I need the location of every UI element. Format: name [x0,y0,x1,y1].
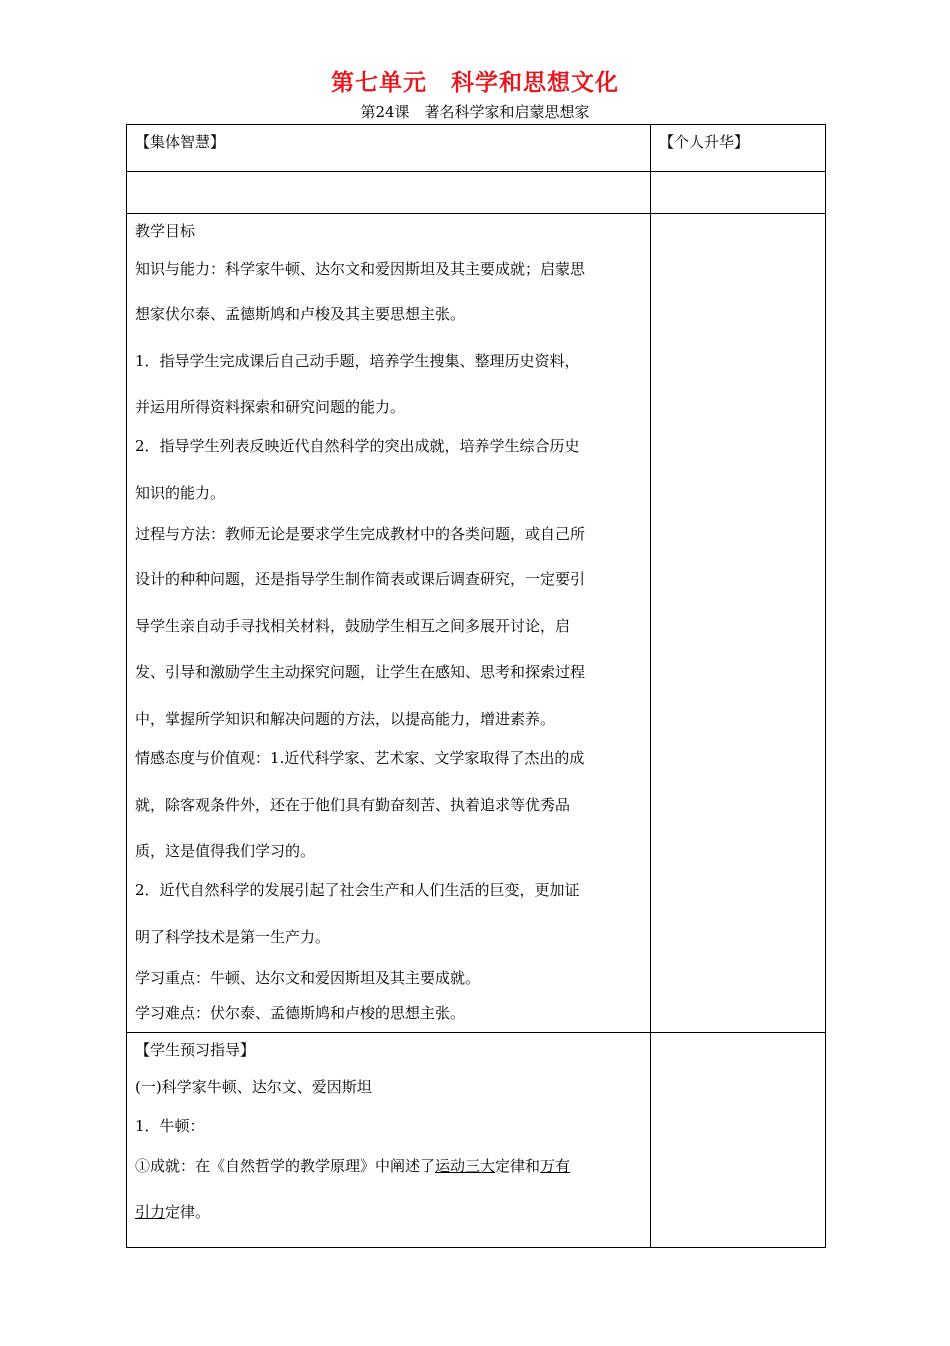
goals-row [127,214,826,1033]
fill-blank-gravitation-a: 万有 [540,1157,571,1175]
goals-line: 中，掌握所学知识和解决问题的方法，以提高能力，增进素养。 [135,710,556,728]
achievement-line [135,1155,642,1201]
blank-cell-left [127,172,651,214]
preview-guide-cell [127,1033,651,1248]
goals-line: 2．指导学生列表反映近代自然科学的突出成就，培养学生综合历史 [135,437,580,455]
goals-line: 知识的能力。 [135,484,226,502]
unit-title: 第七单元 科学和思想文化 [331,70,619,96]
goals-line: 发、引导和激励学生主动探究问题，让学生在感知、思考和探索过程 [135,663,586,681]
preview-heading: 【学生预习指导】 [135,1041,256,1059]
preview-row [127,1033,826,1248]
blank-cell-right [651,172,826,214]
goals-line: 明了科学技术是第一生产力。 [135,928,331,946]
preview-item: 1．牛顿： [135,1117,205,1135]
goals-line: 并运用所得资料探索和研究问题的能力。 [135,398,406,416]
achievement-mid: 定律和 [495,1157,541,1175]
fill-blank-gravitation-b: 引力 [135,1203,166,1221]
lesson-table [126,124,826,1248]
teaching-goals-cell [127,214,651,1033]
goals-line: 知识与能力：科学家牛顿、达尔文和爱因斯坦及其主要成就；启蒙思 [135,260,586,278]
goals-line: 想家伏尔泰、孟德斯鸠和卢梭及其主要思想主张。 [135,305,466,323]
preview-section: (一)科学家牛顿、达尔文、爱因斯坦 [135,1078,372,1096]
goals-line: 2．近代自然科学的发展引起了社会生产和人们生活的巨变，更加证 [135,881,580,899]
goals-notes-cell [651,214,826,1033]
lesson-subtitle: 第24课 著名科学家和启蒙思想家 [360,103,590,121]
goals-line: 质，这是值得我们学习的。 [135,842,316,860]
goals-line: 学习难点：伏尔泰、孟德斯鸠和卢梭的思想主张。 [135,1004,466,1022]
blank-row [127,172,826,214]
goals-line: 过程与方法：教师无论是要求学生完成教材中的各类问题，或自己所 [135,525,586,543]
collective-wisdom-header: 【集体智慧】 [127,125,651,172]
achievement-line-2 [135,1201,642,1231]
goals-line: 1．指导学生完成课后自己动手题，培养学生搜集、整理历史资料， [135,352,580,370]
goals-line: 导学生亲自动手寻找相关材料，鼓励学生相互之间多展开讨论，启 [135,617,571,635]
goals-line: 就，除客观条件外，还在于他们具有勤奋刻苦、执着追求等优秀品 [135,796,571,814]
goals-line: 情感态度与价值观：1.近代科学家、艺术家、文学家取得了杰出的成 [135,749,585,767]
preview-notes-cell [651,1033,826,1248]
fill-blank-motion-laws: 运动三大 [435,1157,496,1175]
goals-line: 设计的种种问题，还是指导学生制作简表或课后调查研究，一定要引 [135,570,586,588]
goals-line: 学习重点：牛顿、达尔文和爱因斯坦及其主要成就。 [135,969,481,987]
achievement-suffix: 定律。 [165,1203,211,1221]
personal-growth-header: 【个人升华】 [651,125,826,172]
goals-line: 教学目标 [135,222,196,240]
table-header-row [127,125,826,172]
achievement-prefix: ①成就：在《自然哲学的教学原理》中阐述了 [135,1157,436,1175]
